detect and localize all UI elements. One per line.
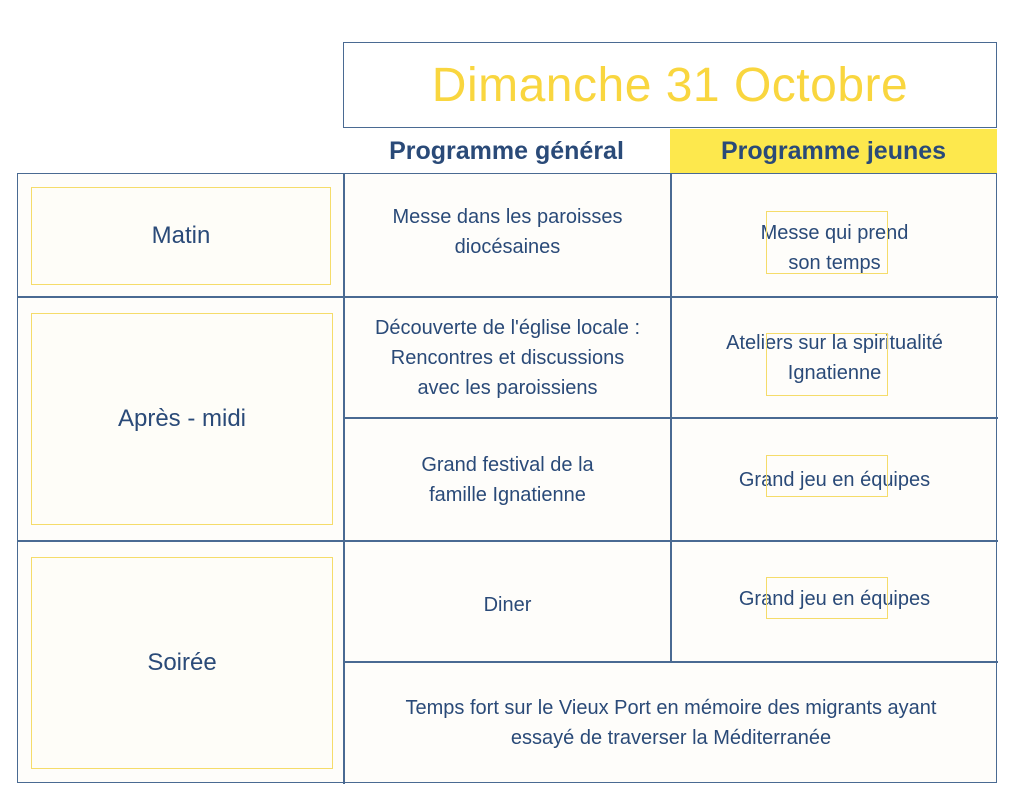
cell-soiree-1-jeunes [672, 542, 997, 661]
cell-apresmidi-2-general [345, 419, 670, 540]
schedule-table [17, 173, 997, 783]
cell-apresmidi-1-general [345, 298, 670, 417]
cell-text: Grand jeu en équipes [738, 587, 931, 610]
page-title: Dimanche 31 Octobre [431, 58, 909, 112]
cell-text: Temps fort sur le Vieux Port en mémoire des migrants ayant essayé de traverser la Méditerranée [405, 697, 937, 749]
cell-apresmidi-2-jeunes [672, 419, 997, 540]
cell-text: Grand festival de la famille Ignatienne [421, 453, 594, 506]
column-header-general: Programme général [389, 136, 624, 165]
period-soiree-label: Soirée [147, 649, 217, 676]
cell-text: Ateliers sur la spiritualité Ignatienne [726, 331, 943, 384]
cell-text: Diner [483, 593, 532, 616]
cell-text: Grand jeu en équipes [738, 468, 931, 491]
cell-matin-general [345, 174, 670, 296]
cell-text: Découverte de l'église locale : Rencontres et discussions avec les paroissiens [374, 316, 641, 399]
cell-matin-jeunes [672, 174, 997, 296]
cell-apresmidi-1-jeunes [672, 298, 997, 417]
cell-soiree-2-combined [345, 663, 997, 783]
period-soiree [31, 557, 333, 769]
period-matin [31, 187, 331, 285]
column-header-jeunes: Programme jeunes [670, 129, 997, 173]
period-apres-midi [31, 313, 333, 525]
cell-text: Messe dans les paroisses diocésaines [392, 206, 623, 258]
period-matin-label: Matin [151, 222, 211, 249]
cell-text: Messe qui prend son temps [760, 222, 909, 274]
title-box [343, 42, 997, 128]
period-apres-midi-label: Après - midi [117, 405, 247, 432]
cell-soiree-1-general [345, 542, 670, 661]
